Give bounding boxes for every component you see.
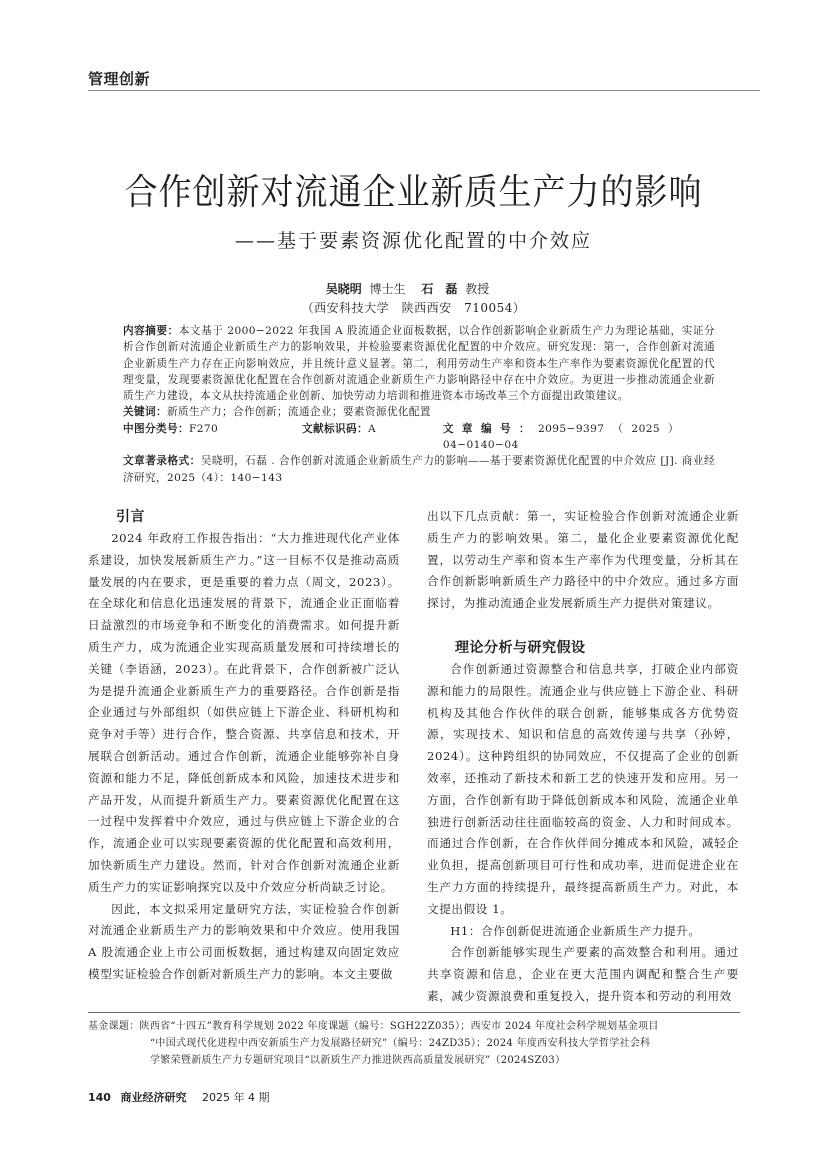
author-name: 吴晓明 bbox=[325, 282, 362, 296]
body-paragraph: 合作创新通过资源整合和信息共享，打破企业内部资源和能力的局限性。流通企业与供应链上下游企业、科研机构及其他合作伙伴的联合创新，能够集成各方优势资源，实现技术、知识和信息的高效传递与共享（孙婷，2024）。这种跨组织的协同效应，不仅提高了企业的创新效率，还推动了新技术和新工艺的快速开发和应用。另一方面，合作创新有助于降低创新成本和风险，流通企业单独进行创新活动往往面临较高的资金、人力和时间成本。而通过合作创新，在合作伙伴间分摊成本和风险，减轻企业负担，提高创新项目可行性和成功率，进而促进企业在生产力方面的持续提升，最终提高新质生产力。对此，本文提出假设 1。 bbox=[427, 661, 739, 916]
clc-label: 中图分类号： bbox=[123, 422, 189, 435]
header-rule bbox=[88, 90, 760, 91]
body-paragraph: 合作创新能够实现生产要素的高效整合和利用。通过共享资源和信息，企业在更大范围内调配和整合生产要素，减少资源浪费和重复投入，提升资本和劳动的利用效 bbox=[427, 945, 739, 1003]
abstract-block bbox=[123, 323, 715, 486]
clc bbox=[123, 421, 266, 454]
keywords bbox=[123, 404, 715, 420]
keywords-text: 新质生产力；合作创新；流通企业；要素资源优化配置 bbox=[166, 406, 431, 419]
article-number-value: 2095−9397（2025）04−0140−04 bbox=[442, 422, 680, 452]
fund-line: “中国式现代化进程中西安新质生产力发展路径研究”（编号：24ZD35）；2024 年度西安科技大学哲学社会科 bbox=[150, 1038, 651, 1049]
body-paragraph-continued: 出以下几点贡献：第一，实证检验合作创新对流通企业新质生产力的影响效果。第二，量化企业要素资源优化配置，以劳动生产率和资本生产率作为代理变量，分析其在合作创新影响新质生产力路径中的中介效应。通过多方面探讨，为推动流通企业发展新质生产力提供对策建议。 bbox=[427, 509, 739, 611]
author-name: 石 磊 bbox=[421, 282, 458, 296]
section-heading-introduction: 引言 bbox=[116, 509, 145, 525]
fund-line: 基金课题：陕西省“十四五”教育科学规划 2022 年度课题（编号：SGH22Z035）；西安市 2024 年度社会科学规划基金项目 bbox=[88, 1021, 659, 1032]
body-column-left bbox=[88, 506, 400, 986]
doc-code-value: A bbox=[368, 422, 377, 435]
article-number-label: 文章编号： bbox=[442, 422, 538, 435]
page-footer bbox=[88, 1089, 269, 1105]
author-line bbox=[0, 280, 827, 297]
body-column-right bbox=[427, 506, 739, 1008]
author-title: 博士生 bbox=[369, 282, 406, 296]
doc-code-label: 文献标识码： bbox=[302, 422, 368, 435]
abstract-text: 本文基于 2000−2022 年我国 A 股流通企业面板数据，以合作创新影响企业新质生产力为理论基础，实证分析合作创新对流通企业新质生产力的影响效果，并检验要素资源优化配置的中介效应。研究发现：第一，合作创新对流通企业新质生产力存在正向影响效应，并且统计意义显著。第二，利用劳动生产率和资本生产率作为要素资源优化配置的代理变量，发现要素资源优化配置在合作创新对流通企业新质生产力影响路径中存在中介效应。为更进一步推动流通企业新质生产力建设，本文从扶持流通企业创新、加快劳动力培训和推进资本市场改革三个方面提出政策建议。 bbox=[123, 325, 716, 403]
fund-line: 学繁荣暨新质生产力专题研究项目“以新质生产力推进陕西高质量发展研究”（2024SZ03） bbox=[150, 1055, 566, 1066]
article-number bbox=[443, 421, 679, 454]
journal-name: 商业经济研究 bbox=[120, 1091, 187, 1104]
issue: 2025 年 4 期 bbox=[201, 1091, 270, 1104]
citation-text: 吴晓明，石磊 . 合作创新对流通企业新质生产力的影响——基于要素资源优化配置的中介效应 [J]. 商业经济研究，2025（4）：140−143 bbox=[123, 455, 715, 484]
doc-code bbox=[302, 421, 407, 454]
classification-row bbox=[123, 421, 715, 454]
section-label: 管理创新 bbox=[88, 70, 151, 88]
hypothesis: H1：合作创新促进流通企业新质生产力提升。 bbox=[450, 923, 701, 938]
section-heading-theory: 理论分析与研究假设 bbox=[455, 639, 586, 656]
abstract-label: 内容摘要： bbox=[123, 325, 179, 337]
author-title: 教授 bbox=[465, 282, 490, 296]
body-paragraph: 因此，本文拟采用定量研究方法，实证检验合作创新对流通企业新质生产力的影响效果和中介效应。使用我国 A 股流通企业上市公司面板数据，通过构建双向固定效应模型实证检验合作创新对新质生产力的影响。本文主要做 bbox=[88, 901, 400, 981]
citation bbox=[123, 453, 715, 486]
spacer bbox=[427, 615, 739, 637]
page-number: 140 bbox=[88, 1091, 111, 1104]
affiliation: （西安科技大学 陕西西安 710054） bbox=[301, 301, 526, 315]
fund-note bbox=[88, 1018, 748, 1069]
keywords-label: 关键词： bbox=[123, 406, 167, 419]
citation-label: 文章著录格式： bbox=[123, 455, 201, 468]
article-subtitle: ——基于要素资源优化配置的中介效应 bbox=[234, 230, 592, 252]
body-paragraph: 2024 年政府工作报告指出：“大力推进现代化产业体系建设，加快发展新质生产力。”这一目标不仅是推动高质量发展的内在要求，更是重要的着力点（周文，2023）。在全球化和信息化迅速发展的背景下，流通企业正面临着日益激烈的市场竞争和不断变化的消费需求。如何提升新质生产力，成为流通企业实现高质量发展和可持续增长的关键（李语涵，2023）。在此背景下，合作创新被广泛认为是提升流通企业新质生产力的重要路径。合作创新是指企业通过与外部组织（如供应链上下游企业、科研机构和竞争对手等）进行合作，整合资源、共享信息和技术，开展联合创新活动。通过合作创新，流通企业能够弥补自身资源和能力不足，降低创新成本和风险，加速技术进步和产品开发，从而提升新质生产力。要素资源优化配置在这一过程中发挥着中介效应，通过与供应链上下游企业的合作，流通企业可以实现要素资源的优化配置和高效利用，加快新质生产力建设。然而，针对合作创新对流通企业新质生产力的实证影响探究以及中介效应分析尚缺乏讨论。 bbox=[88, 531, 400, 894]
clc-value: F270 bbox=[188, 422, 219, 435]
footnote-rule bbox=[88, 1012, 740, 1013]
article-title: 合作创新对流通企业新质生产力的影响 bbox=[124, 170, 703, 213]
abstract bbox=[123, 323, 715, 404]
